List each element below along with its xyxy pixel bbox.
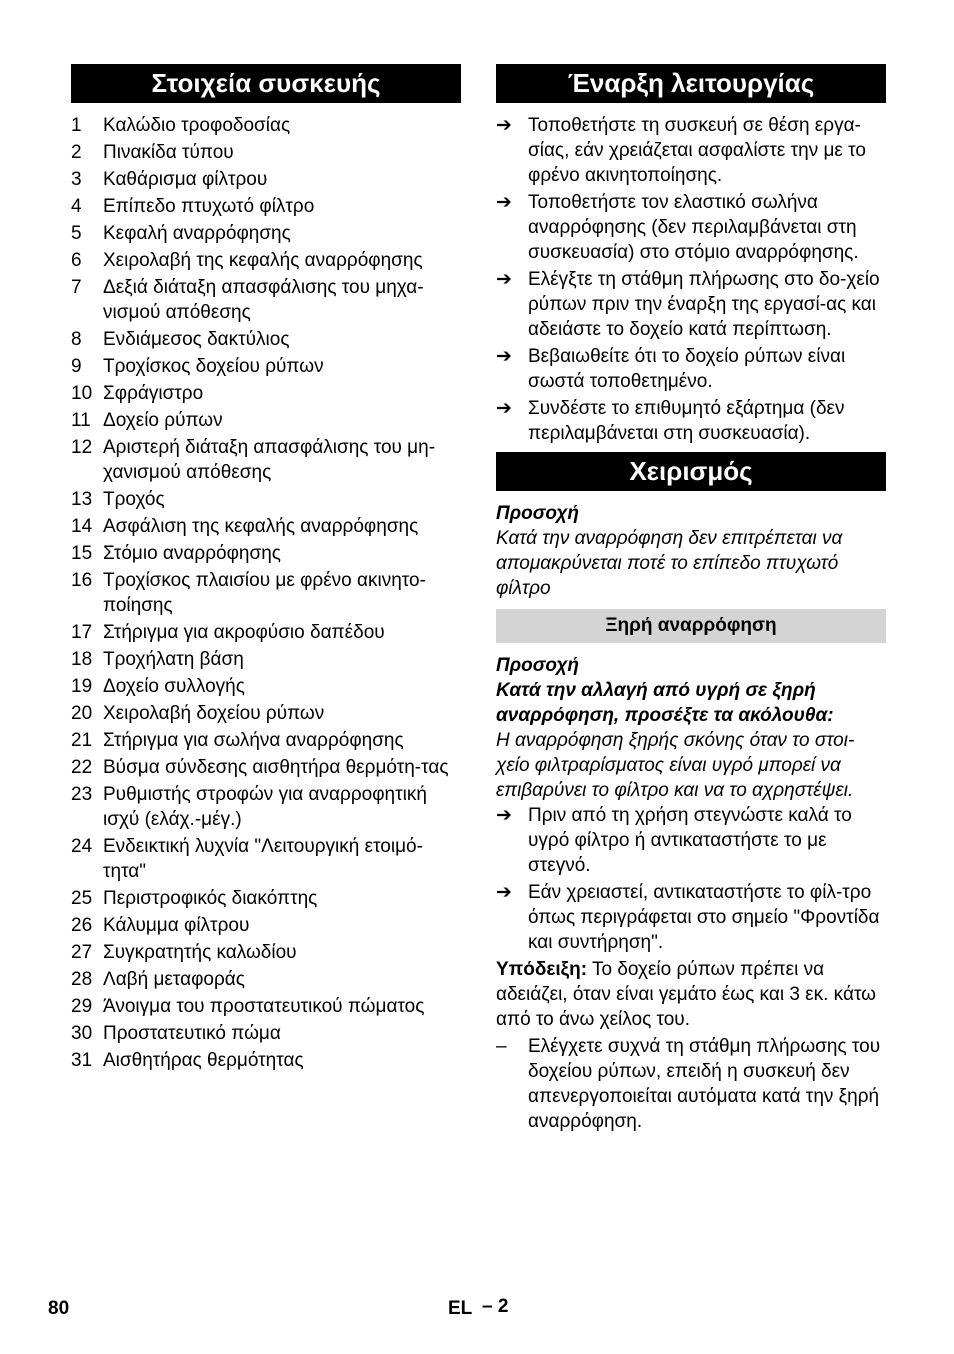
section-number: – 2 — [482, 1296, 509, 1317]
part-number: 1 — [71, 115, 82, 136]
part-item — [71, 221, 461, 246]
step-item — [496, 880, 886, 955]
part-label: Τροχήλατη βάση — [103, 649, 244, 670]
part-label: Επίπεδο πτυχωτό φίλτρο — [103, 196, 315, 217]
part-label: Σφράγιστρο — [103, 383, 204, 404]
part-item — [71, 967, 461, 992]
part-item — [71, 275, 461, 325]
part-item — [71, 487, 461, 512]
part-label: Προστατευτικό πώμα — [103, 1023, 281, 1044]
part-label: Τροχίσκος πλαισίου με φρένο ακινητο-ποίησης — [103, 570, 426, 616]
part-label: Λαβή μεταφοράς — [103, 969, 245, 990]
part-number: 12 — [71, 437, 93, 458]
part-number: 22 — [71, 757, 93, 778]
part-number: 7 — [71, 277, 82, 298]
part-item — [71, 886, 461, 911]
arrow-icon: ➔ — [496, 269, 512, 290]
part-label: Βύσμα σύνδεσης αισθητήρα θερμότη-τας — [103, 757, 449, 778]
part-item — [71, 113, 461, 138]
part-item — [71, 435, 461, 485]
part-number: 3 — [71, 169, 82, 190]
part-number: 10 — [71, 383, 93, 404]
part-item — [71, 167, 461, 192]
part-number: 16 — [71, 570, 93, 591]
dash-glyph: – — [496, 1036, 507, 1057]
part-item — [71, 620, 461, 645]
step-text: Πριν από τη χρήση στεγνώστε καλά το υγρό φίλτρο ή αντικαταστήστε το με στεγνό. — [528, 805, 852, 876]
part-label: Ενδεικτική λυχνία "Λειτουργική ετοιμό-τητα" — [103, 836, 423, 882]
part-label: Τροχός — [103, 489, 165, 510]
dry-vacuuming-heading: Ξηρή αναρρόφηση — [496, 609, 886, 643]
part-number: 8 — [71, 329, 82, 350]
part-label: Δοχείο ρύπων — [103, 410, 223, 431]
arrow-icon: ➔ — [496, 346, 512, 367]
caution-bold-text: Κατά την αλλαγή από υγρή σε ξηρή αναρρόφηση, προσέξτε τα ακόλουθα: — [496, 680, 834, 726]
part-label: Στόμιο αναρρόφησης — [103, 543, 281, 564]
part-item — [71, 568, 461, 618]
part-number: 25 — [71, 888, 93, 909]
part-label: Ρυθμιστής στροφών για αναρροφητική ισχύ (ελάχ.-μέγ.) — [103, 784, 427, 830]
part-item — [71, 1021, 461, 1046]
step-text: Ελέγξτε τη στάθμη πλήρωσης στο δο-χείο ρύπων πριν την έναρξη της εργασί-ας και αδειάστε το δοχείο κατά περίπτωση. — [528, 269, 880, 340]
part-item — [71, 701, 461, 726]
arrow-icon: ➔ — [496, 398, 512, 419]
part-item — [71, 354, 461, 379]
part-label: Χειρολαβή της κεφαλής αναρρόφησης — [103, 250, 423, 271]
step-item — [496, 803, 886, 878]
part-number: 26 — [71, 915, 93, 936]
right-column — [496, 64, 886, 1136]
part-label: Κεφαλή αναρρόφησης — [103, 223, 291, 244]
part-item — [71, 381, 461, 406]
part-label: Πινακίδα τύπου — [103, 142, 234, 163]
part-item — [71, 140, 461, 165]
step-item — [496, 344, 886, 394]
part-number: 17 — [71, 622, 93, 643]
caution-text-2: Η αναρρόφηση ξηρής σκόνης όταν το στοι-χείο φιλτραρίσματος είναι υγρό μπορεί να επιβαρύνει το φίλτρο και να το αχρηστέψει. — [496, 730, 855, 801]
part-number: 27 — [71, 942, 93, 963]
part-label: Ασφάλιση της κεφαλής αναρρόφησης — [103, 516, 419, 537]
step-text: Συνδέστε το επιθυμητό εξάρτημα (δεν περιλαμβάνεται στη συσκευασία). — [528, 398, 845, 444]
part-item — [71, 514, 461, 539]
part-label: Δοχείο συλλογής — [103, 676, 245, 697]
part-label: Χειρολαβή δοχείου ρύπων — [103, 703, 325, 724]
part-number: 23 — [71, 784, 93, 805]
part-number: 19 — [71, 676, 93, 697]
step-text: Τοποθετήστε τη συσκευή σε θέση εργα-σίας, εάν χρειάζεται ασφαλίστε την με το φρένο ακινητοποίησης. — [528, 115, 866, 186]
note-text: Το δοχείο ρύπων πρέπει να αδειάζει, όταν είναι γεμάτο έως και 3 εκ. κάτω από το άνω χείλος του. — [496, 959, 877, 1030]
part-item — [71, 994, 461, 1019]
part-label: Περιστροφικός διακόπτης — [103, 888, 318, 909]
caution-label: Προσοχή — [496, 503, 580, 524]
part-label: Στήριγμα για ακροφύσιο δαπέδου — [103, 622, 385, 643]
part-item — [71, 408, 461, 433]
part-number: 21 — [71, 730, 93, 751]
part-item — [71, 782, 461, 832]
part-item — [71, 913, 461, 938]
arrow-icon: ➔ — [496, 115, 512, 136]
part-label: Κάλυμμα φίλτρου — [103, 915, 250, 936]
note-label: Υπόδειξη: — [496, 959, 588, 980]
step-item — [496, 113, 886, 188]
part-number: 28 — [71, 969, 93, 990]
part-label: Στήριγμα για σωλήνα αναρρόφησης — [103, 730, 404, 751]
part-item — [71, 647, 461, 672]
part-number: 24 — [71, 836, 93, 857]
part-item — [71, 541, 461, 566]
part-item — [71, 1048, 461, 1073]
dash-list — [496, 1034, 886, 1134]
part-item — [71, 834, 461, 884]
device-elements-heading: Στοιχεία συσκευής — [71, 64, 461, 103]
part-item — [71, 728, 461, 753]
part-number: 6 — [71, 250, 82, 271]
part-number: 11 — [71, 410, 91, 431]
part-label: Αισθητήρας θερμότητας — [103, 1050, 304, 1071]
part-label: Καλώδιο τροφοδοσίας — [103, 115, 291, 136]
part-label: Τροχίσκος δοχείου ρύπων — [103, 356, 324, 377]
part-number: 18 — [71, 649, 93, 670]
page-number: 80 — [48, 1298, 70, 1319]
part-label: Άνοιγμα του προστατευτικού πώματος — [103, 996, 425, 1017]
part-number: 31 — [71, 1050, 93, 1071]
start-operation-heading: Έναρξη λειτουργίας — [496, 64, 886, 103]
step-item — [496, 396, 886, 446]
part-item — [71, 940, 461, 965]
operation-heading: Χειρισμός — [496, 452, 886, 491]
arrow-icon: ➔ — [496, 192, 512, 213]
part-label: Συγκρατητής καλωδίου — [103, 942, 297, 963]
dry-steps-list — [496, 803, 886, 955]
part-number: 9 — [71, 356, 82, 377]
dash-item — [496, 1034, 886, 1134]
parts-list — [71, 113, 461, 1073]
part-number: 29 — [71, 996, 93, 1017]
part-number: 20 — [71, 703, 93, 724]
part-number: 2 — [71, 142, 82, 163]
step-item — [496, 190, 886, 265]
part-number: 15 — [71, 543, 93, 564]
part-item — [71, 674, 461, 699]
part-number: 5 — [71, 223, 82, 244]
part-number: 13 — [71, 489, 93, 510]
part-item — [71, 248, 461, 273]
part-item — [71, 755, 461, 780]
language-code: EL — [448, 1298, 473, 1319]
arrow-icon: ➔ — [496, 882, 512, 903]
left-column — [71, 64, 461, 1075]
part-item — [71, 194, 461, 219]
caution-text: Κατά την αναρρόφηση δεν επιτρέπεται να απομακρύνεται ποτέ το επίπεδο πτυχωτό φίλτρο — [496, 528, 843, 599]
arrow-icon: ➔ — [496, 805, 512, 826]
part-number: 4 — [71, 196, 82, 217]
step-text: Τοποθετήστε τον ελαστικό σωλήνα αναρρόφησης (δεν περιλαμβάνεται στη συσκευασία) στο στόμιο αναρρόφησης. — [528, 192, 859, 263]
part-label: Αριστερή διάταξη απασφάλισης του μη-χανισμού απόθεσης — [103, 437, 436, 483]
part-label: Καθάρισμα φίλτρου — [103, 169, 268, 190]
part-number: 30 — [71, 1023, 93, 1044]
step-text: Εάν χρειαστεί, αντικαταστήστε το φίλ-τρο όπως περιγράφεται στο σημείο "Φροντίδα και συντήρηση". — [528, 882, 880, 953]
caution-label-2: Προσοχή — [496, 655, 580, 676]
note-paragraph — [496, 957, 886, 1032]
part-number: 14 — [71, 516, 93, 537]
step-text: Βεβαιωθείτε ότι το δοχείο ρύπων είναι σωστά τοποθετημένο. — [528, 346, 846, 392]
part-label: Δεξιά διάταξη απασφάλισης του μηχα-νισμού απόθεσης — [103, 277, 424, 323]
part-item — [71, 327, 461, 352]
part-label: Ενδιάμεσος δακτύλιος — [103, 329, 290, 350]
dash-item-text: Ελέγχετε συχνά τη στάθμη πλήρωσης του δοχείου ρύπων, επειδή η συσκευή δεν απενεργοποιείται αυτόματα κατά την ξηρή αναρρόφηση. — [528, 1036, 881, 1132]
step-item — [496, 267, 886, 342]
start-steps-list — [496, 113, 886, 446]
